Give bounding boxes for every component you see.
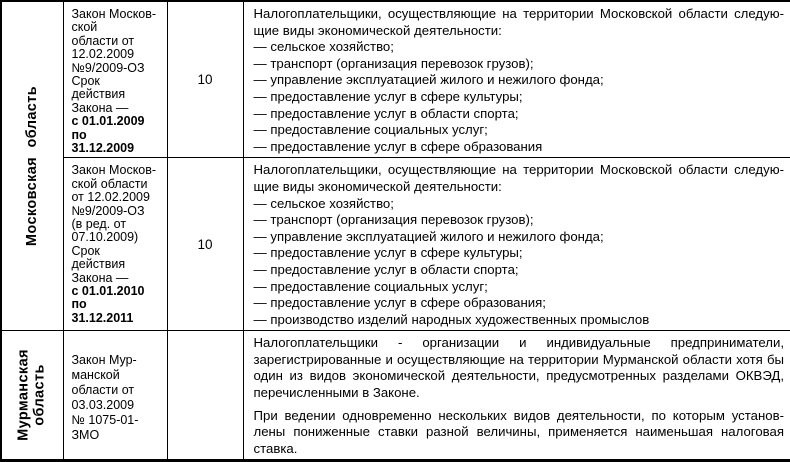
description-cell-moscow-2009	[243, 1, 790, 158]
law-term-line: по	[71, 297, 87, 312]
description-cell-moscow-2010	[243, 158, 790, 331]
law-cell-murmansk	[63, 331, 167, 461]
rate-cell-moscow-2009	[167, 1, 243, 158]
activity-item: — предоставление услуг в сфере образования	[253, 138, 543, 154]
taxpayers-intro: Налогоплательщики, осуществляющие на территории Московской области следующие виды экономической деятельности:	[253, 162, 784, 194]
law-line: области от	[71, 33, 135, 48]
law-term-line: по	[71, 127, 87, 142]
law-line: №9/2009-ОЗ	[71, 203, 145, 218]
region-label-line: Мурманская	[15, 349, 32, 442]
rate-value: 10	[197, 72, 213, 88]
activity-item: — предоставление услуг в сфере образования;	[253, 295, 546, 311]
rate-value: 10	[197, 236, 213, 252]
region-cell-moscow	[1, 1, 63, 331]
law-line: 12.02.2009	[71, 47, 135, 62]
table-row-moscow-2009	[1, 1, 790, 158]
activity-item: — транспорт (организация перевозок грузов);	[253, 212, 534, 228]
description-cell-murmansk	[243, 331, 790, 461]
law-line: №9/2009-ОЗ	[71, 60, 145, 75]
taxpayers-intro: Налогоплательщики, осуществляющие на территории Московской области следующие виды экономической деятельности:	[253, 6, 784, 38]
law-line: 03.03.2009	[71, 398, 135, 413]
law-term-line: 31.12.2009	[71, 141, 135, 156]
law-line: Срок	[71, 74, 100, 89]
activity-item: — предоставление услуг в сфере культуры;	[253, 245, 523, 261]
law-term-line: с 01.01.2010	[71, 284, 145, 298]
law-line: Закона —	[71, 270, 129, 285]
law-line: действия	[71, 87, 126, 102]
region-cell-murmansk	[1, 331, 63, 461]
law-line: области от	[71, 383, 135, 398]
activity-item: — сельское хозяйство;	[253, 39, 394, 55]
region-label-moscow: Московская область	[24, 86, 41, 247]
activity-item: — управление эксплуатацией жилого и нежилого фонда;	[253, 72, 604, 88]
law-text	[72, 353, 165, 443]
activity-item: — производство изделий народных художественных промыслов	[253, 311, 650, 327]
activity-item: — управление эксплуатацией жилого и нежилого фонда;	[253, 228, 604, 244]
activities-list	[254, 39, 785, 155]
law-validity-period	[72, 115, 165, 155]
activity-item: — предоставление услуг в области спорта;	[253, 261, 519, 277]
law-line: ской области	[71, 176, 148, 191]
law-line: Закона —	[71, 100, 129, 115]
taxpayers-paragraph: Налогоплательщики - организации и индивидуальные предприниматели, зарегистрированные и осуществляющие на территории Мурманской области хотя бы один из видов экономической деятельности, предусмотренных разделами ОКВЭД, перечисленными в Законе.	[253, 335, 784, 401]
law-line: Закон Мур-	[71, 353, 137, 368]
law-line: 07.10.2009)	[71, 230, 139, 245]
law-validity-period	[72, 285, 165, 325]
law-line: действия	[71, 257, 126, 272]
activity-item: — предоставление социальных услуг;	[253, 122, 488, 138]
law-cell-moscow-2009	[63, 1, 167, 158]
table-row-moscow-2010	[1, 158, 790, 331]
activities-list	[254, 196, 785, 329]
rate-cell-murmansk	[167, 331, 243, 461]
law-term-line: с 01.01.2009	[71, 114, 145, 129]
law-text	[72, 8, 165, 115]
region-label-murmansk	[17, 349, 48, 441]
law-line: (в ред. от	[71, 216, 127, 231]
activity-item: — предоставление социальных услуг;	[253, 278, 488, 294]
activity-item: — предоставление услуг в области спорта;	[253, 105, 519, 121]
table-row-murmansk	[1, 331, 790, 461]
law-text	[72, 164, 165, 285]
activity-item: — транспорт (организация перевозок грузов);	[253, 55, 534, 71]
law-line: от 12.02.2009	[71, 190, 150, 205]
region-label-line: область	[31, 364, 48, 427]
activity-item: — предоставление услуг в сфере культуры;	[253, 88, 523, 104]
law-line: Закон Москов-	[71, 7, 157, 21]
law-line: № 1075-01-	[71, 413, 139, 428]
law-term-line: 31.12.2011	[71, 310, 134, 325]
law-line: Срок	[71, 243, 100, 258]
law-line: ЗМО	[71, 428, 100, 443]
law-line: ской	[71, 20, 98, 35]
activity-item: — сельское хозяйство;	[253, 195, 394, 211]
rate-cell-moscow-2010	[167, 158, 243, 331]
law-line: Закон Москов-	[71, 163, 157, 178]
law-line: манской	[71, 368, 120, 383]
law-cell-moscow-2010	[63, 158, 167, 331]
lowest-rate-paragraph: При ведении одновременно нескольких видов деятельности, по которым установлены пониженные ставки разной величины, применяется наименьшая налоговая ставка.	[253, 407, 784, 456]
